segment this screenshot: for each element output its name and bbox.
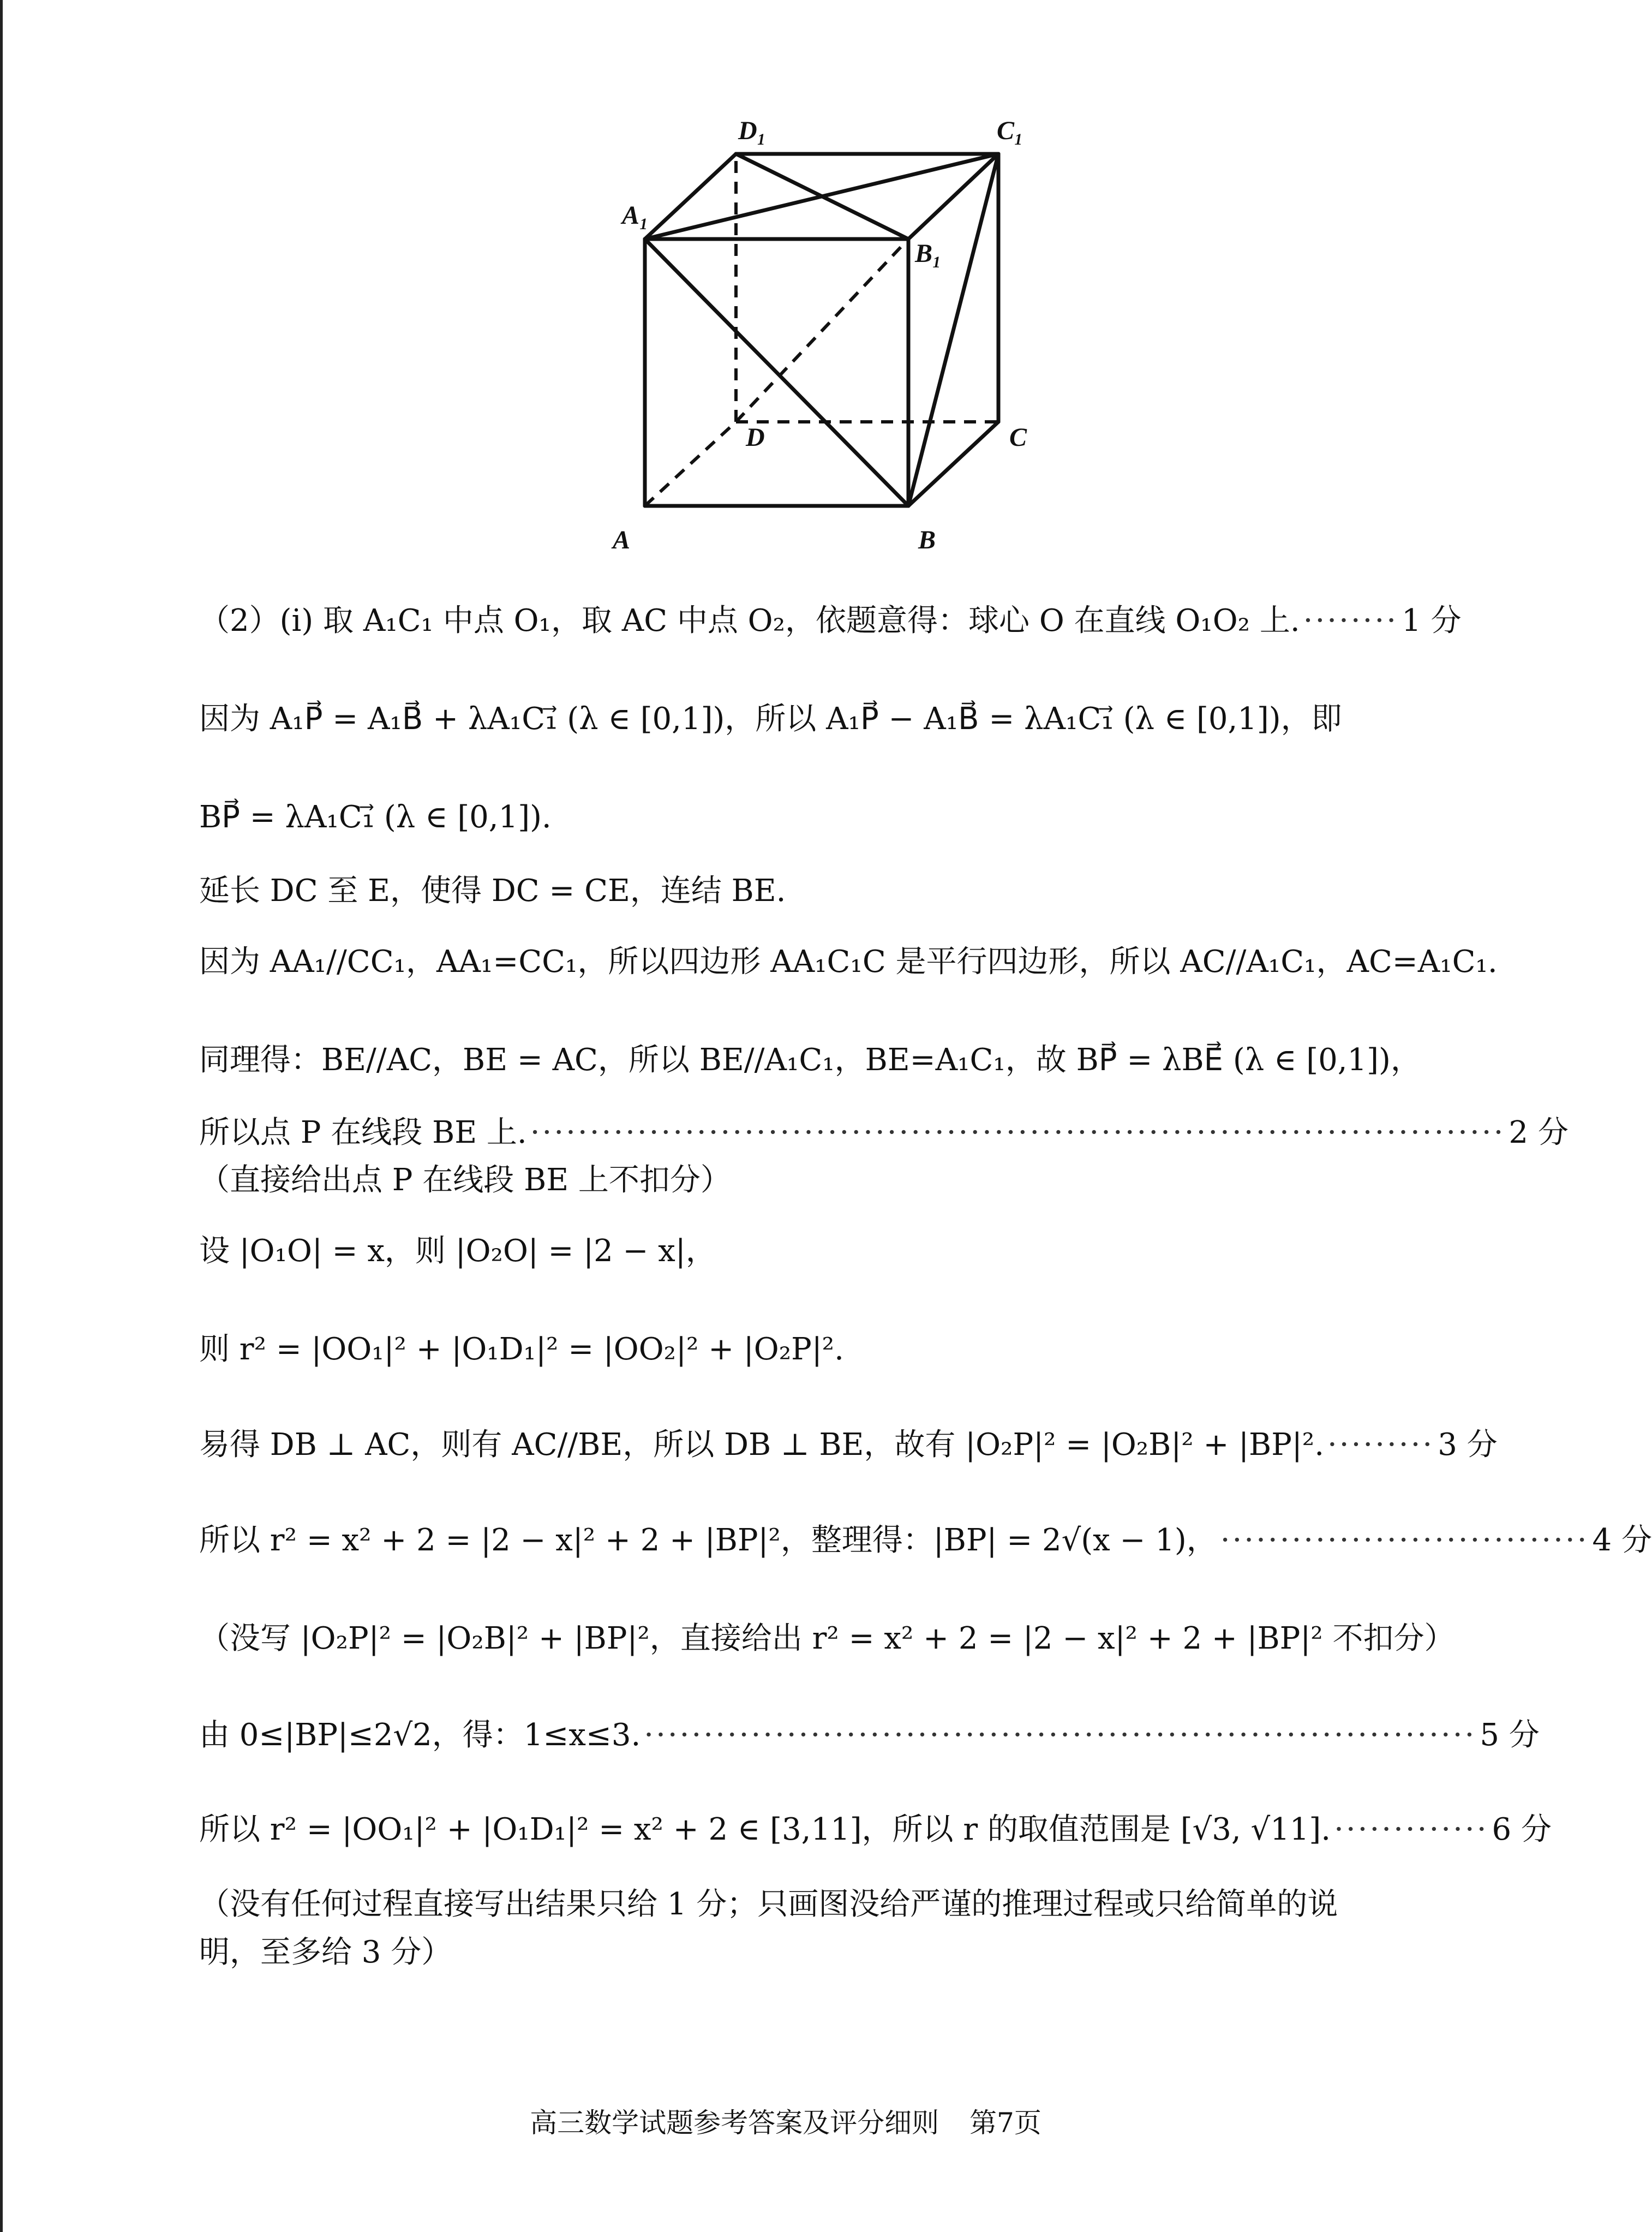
solution-note-1 [199,1162,731,1198]
line-text: 则 r² = |OO₁|² + |O₁D₁|² = |OO₂|² + |O₂P|². [199,1332,844,1367]
solution-line-13 [199,1812,1552,1847]
leader-dots: ······································································ [644,1717,1477,1753]
leader-dots: ············· [1334,1812,1489,1847]
diag-DB1-hidden [736,239,908,422]
label-A: A [613,526,631,554]
solution-line-12 [199,1717,1540,1753]
leader-dots: ······························· [1220,1523,1589,1558]
diag-BC1 [908,154,998,506]
line-text: BP⃗ = λA₁C₁⃗ (λ ∈ [0,1]). [199,799,552,835]
solution-line-2 [199,701,1342,737]
solution-line-9 [199,1334,844,1365]
solution-line-5 [199,944,1498,980]
diag-D1B1 [736,154,908,239]
score-mark: 6 分 [1492,1812,1552,1847]
page-footer [0,2101,1571,2140]
solution-line-11 [199,1523,1652,1558]
label-C: C [1009,423,1027,452]
solution-line-8 [199,1233,716,1269]
line-text: 易得 DB ⊥ AC，则有 AC//BE，所以 DB ⊥ BE，故有 |O₂P|² = |O₂B|² + |BP|². [199,1427,1324,1463]
line-text: （没有任何过程直接写出结果只给 1 分；只画图没给严谨的推理过程或只给简单的说 [199,1887,1338,1922]
score-mark: 3 分 [1438,1427,1498,1463]
line-text: 设 |O₁O| = x，则 |O₂O| = |2 − x|， [199,1233,716,1269]
solution-line-10 [199,1427,1498,1463]
label-A1: A₁ [622,201,649,230]
left-border [0,0,3,2232]
leader-dots: ········· [1327,1427,1435,1463]
edge-AD-hidden [645,422,736,506]
line-text: 所以 r² = |OO₁|² + |O₁D₁|² = x² + 2 ∈ [3,11]，所以 r 的取值范围是 [√3, √11]. [199,1812,1331,1847]
line-text: 明，至多给 3 分） [199,1935,452,1970]
score-mark: 1 分 [1402,603,1462,638]
solution-note-2 [199,1621,1455,1656]
solution-line-1 [199,603,1462,638]
line-text: 所以点 P 在线段 BE 上. [199,1115,527,1150]
line-text: 延长 DC 至 E，使得 DC = CE，连结 BE. [199,873,786,909]
edge-BC [908,422,998,506]
solution-line-3 [199,799,552,835]
line-text: （直接给出点 P 在线段 BE 上不扣分） [199,1162,731,1198]
line-text: 因为 AA₁//CC₁，AA₁=CC₁，所以四边形 AA₁C₁C 是平行四边形，所以 AC//A₁C₁，AC=A₁C₁. [199,944,1498,980]
label-D: D [746,423,765,452]
cube-figure [592,106,1072,559]
score-mark: 4 分 [1592,1523,1652,1558]
leader-dots: ········ [1303,603,1399,638]
score-mark: 5 分 [1480,1717,1540,1753]
solution-line-6 [199,1042,1421,1078]
line-text: 所以 r² = x² + 2 = |2 − x|² + 2 + |BP|²，整理得：|BP| = 2√(x − 1)， [199,1523,1217,1558]
line-text: 同理得：BE//AC，BE = AC，所以 BE//A₁C₁，BE=A₁C₁，故 BP⃗ = λBE⃗ (λ ∈ [0,1])， [199,1042,1421,1078]
leader-dots: ·················································································· [530,1115,1506,1150]
score-mark: 2 分 [1509,1115,1569,1150]
line-text: （2）(ⅰ) 取 A₁C₁ 中点 O₁，取 AC 中点 O₂，依题意得：球心 O 在直线 O₁O₂ 上. [199,603,1300,638]
line-text: （没写 |O₂P|² = |O₂B|² + |BP|²，直接给出 r² = x² + 2 = |2 − x|² + 2 + |BP|² 不扣分） [199,1621,1455,1656]
solution-note-3a [199,1889,1338,1920]
line-text: 由 0≤|BP|≤2√2，得：1≤x≤3. [199,1717,641,1753]
label-D1: D₁ [738,116,767,145]
label-B: B [918,526,936,554]
solution-line-4 [199,873,786,909]
solution-line-7 [199,1115,1569,1150]
line-text: 因为 A₁P⃗ = A₁B⃗ + λA₁C₁⃗ (λ ∈ [0,1])，所以 A₁P⃗ − A₁B⃗ = λA₁C₁⃗ (λ ∈ [0,1])，即 [199,701,1342,737]
footer-title: 高三数学试题参考答案及评分细则 [530,2107,939,2139]
cube-diagram [592,106,1072,559]
label-B1: B₁ [915,239,942,268]
solution-note-3b [199,1937,452,1968]
label-C1: C₁ [997,116,1023,145]
page-number: 第7页 [969,2107,1042,2139]
